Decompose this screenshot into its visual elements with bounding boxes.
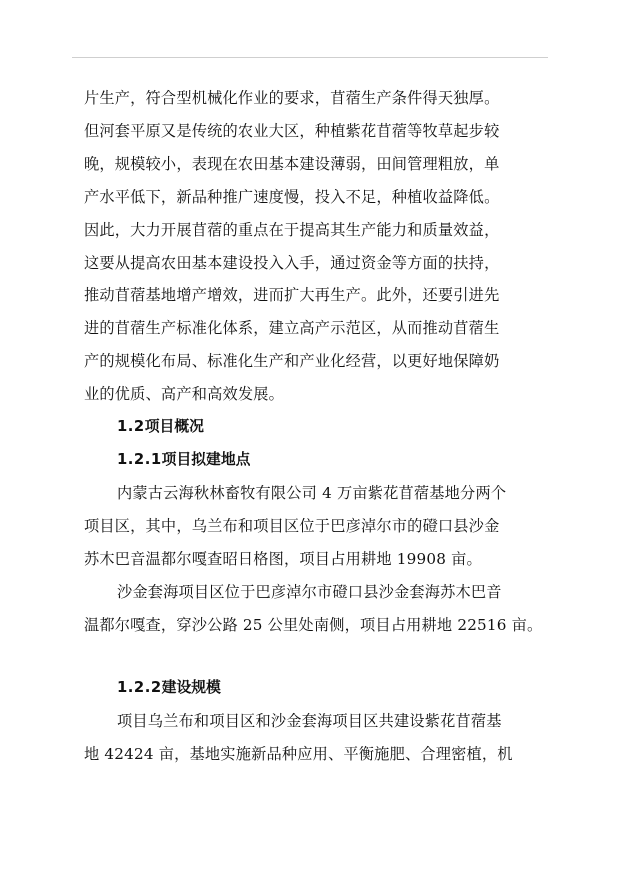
header-rule [72,57,548,58]
paragraph-1-line: 产的规模化布局、标准化生产和产业化经营，以更好地保障奶 [84,352,500,371]
paragraph-1-line: 业的优质、高产和高效发展。 [84,385,285,404]
paragraph-3-line: 温都尔嘎查，穿沙公路 25 公里处南侧，项目占用耕地 22516 亩。 [84,615,543,634]
section-spacer [84,641,554,672]
paragraph-1-line: 推动苜蓿基地增产增效，进而扩大再生产。此外，还要引进先 [84,286,500,305]
paragraph-1-line: 晚，规模较小，表现在农田基本建设薄弱，田间管理粗放，单 [84,154,500,173]
section-heading-1-2-1 [84,444,554,477]
paragraph-1-line: 因此，大力开展苜蓿的重点在于提高其生产能力和质量效益， [84,220,500,239]
paragraph-2 [84,477,554,576]
section-title: 项目拟建地点 [161,450,251,468]
paragraph-1-line: 进的苜蓿生产标准化体系，建立高产示范区，从而推动苜蓿生 [84,319,500,338]
paragraph-2-line: 项目区，其中，乌兰布和项目区位于巴彦淖尔市的磴口县沙金 [84,516,500,535]
paragraph-2-line: 内蒙古云海秋林畜牧有限公司 4 万亩紫花苜蓿基地分两个 [117,483,507,502]
paragraph-4-line: 地 42424 亩，基地实施新品种应用、平衡施肥、合理密植，机 [84,745,513,764]
paragraph-3 [84,576,554,642]
paragraph-1-line: 片生产，符合型机械化作业的要求，苜蓿生产条件得天独厚。 [84,89,500,107]
paragraph-1-line: 但河套平原又是传统的农业大区，种植紫花苜蓿等牧草起步较 [84,121,500,140]
paragraph-1-line: 产水平低下，新品种推广速度慢，投入不足，种植收益降低。 [84,187,500,206]
paragraph-2-line: 苏木巴音温都尔嘎查昭日格图，项目占用耕地 19908 亩。 [84,549,482,568]
section-number: 1.2 [117,418,145,436]
paragraph-1 [84,82,554,411]
page-body [84,82,554,771]
section-title: 建设规模 [161,679,221,697]
section-heading-1-2-2 [84,672,554,705]
section-title: 项目概况 [144,418,204,436]
section-number: 1.2.2 [117,679,162,697]
paragraph-1-line: 这要从提高农田基本建设投入入手，通过资金等方面的扶持， [84,253,500,272]
paragraph-4 [84,705,554,771]
section-number: 1.2.1 [117,450,162,468]
paragraph-4-line: 项目乌兰布和项目区和沙金套海项目区共建设紫花苜蓿基 [117,712,502,731]
section-heading-1-2 [84,411,554,444]
paragraph-3-line: 沙金套海项目区位于巴彦淖尔市磴口县沙金套海苏木巴音 [117,582,502,601]
